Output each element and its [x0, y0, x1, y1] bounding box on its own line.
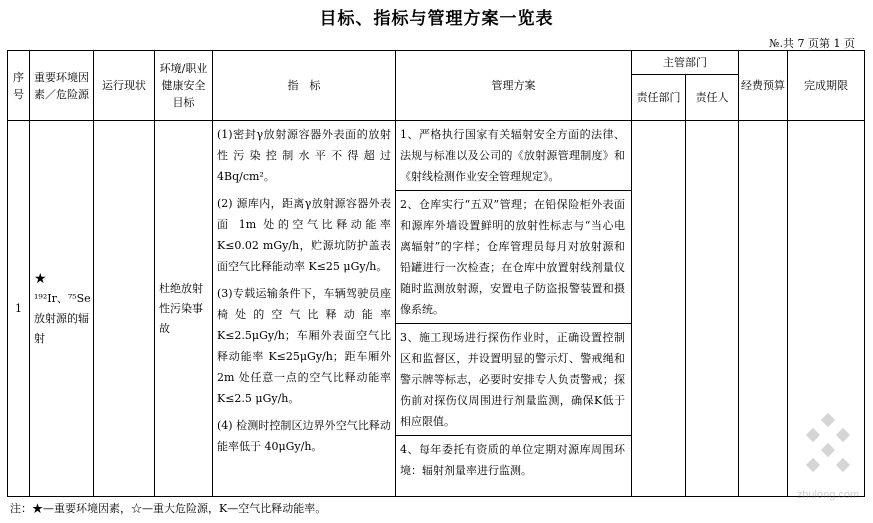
- footnote: 注：★—重要环境因素，☆—重大危险源，K—空气比释动能率。: [10, 502, 327, 515]
- row-factor: [30, 121, 94, 497]
- document-title: 目标、指标与管理方案一览表: [319, 9, 554, 29]
- indicator-item: (3)专载运输条件下，车辆驾驶员座椅处的空气比释动能率 K≤2.5μGy/h；车厢外表面空气比释动能率 K≤25μGy/h；距车厢外 2m 处任意一点的空气比释动能率 K≤2.5 μGy/h。: [217, 287, 391, 405]
- row-resp-dept: [632, 121, 686, 497]
- header-goal: 环境/职业健康安全目标: [155, 51, 213, 121]
- header-deadline: 完成期限: [788, 51, 865, 121]
- watermark-logo: [793, 410, 863, 505]
- header-plan: 管理方案: [396, 51, 632, 121]
- header-dept-group: 主管部门: [632, 51, 739, 75]
- table-row: [8, 121, 865, 497]
- plan-item: 2、仓库实行“五双”管理；在铅保险柜外表面和源库外墙设置鲜明的放射性标志与“当心电离辐射”的字样；仓库管理员每月对放射源和铅罐进行一次检查；在仓库中放置射线剂量仪随时监测放射源，安置电子防盗报警装置和摄像系统。: [396, 191, 631, 324]
- watermark-text: zhulong.com: [796, 489, 860, 501]
- row-indicators: [213, 121, 396, 497]
- indicator-item: (2) 源库内，距离γ放射源容器外表面 1m 处的空气比释动能率K≤0.02 mGy/h，贮源坑防护盖表面空气比释能动率 K≤25 μGy/h。: [217, 197, 391, 273]
- page-number: №.共 7 页第 1 页: [769, 37, 855, 50]
- header-indicator: 指 标: [213, 51, 396, 121]
- plan-item: 3、施工现场进行探伤作业时，正确设置控制区和监督区，并设置明显的警示灯、警戒绳和警示牌等标志，必要时安排专人负责警戒；探伤前对探伤仪周围进行剂量监测，确保K低于相应限值。: [396, 324, 631, 436]
- row-seq: 1: [8, 121, 30, 497]
- indicator-item: (4) 检测时控制区边界外空气比释动能率低于 40μGy/h。: [217, 419, 391, 453]
- plan-item: 1、严格执行国家有关辐射安全方面的法律、法规与标准以及公司的《放射源管理制度》和《射线检测作业安全管理规定》。: [396, 121, 631, 191]
- row-budget: [739, 121, 788, 497]
- plan-item: 4、每年委托有资质的单位定期对源库周围环境：辐射剂量率进行监测。: [400, 443, 625, 477]
- row-factor-text: ¹⁹²Ir、⁷⁵Se放射源的辐射: [34, 291, 91, 345]
- header-factor: 重要环境因素／危险源: [30, 51, 94, 121]
- header-seq: 序号: [8, 51, 30, 121]
- header-resp-person: 责任人: [686, 75, 739, 121]
- star-icon: ★: [34, 270, 47, 287]
- row-status: [94, 121, 155, 497]
- header-status: 运行现状: [94, 51, 155, 121]
- row-goal: 杜绝放射性污染事故: [155, 121, 213, 497]
- header-resp-dept: 责任部门: [632, 75, 686, 121]
- header-budget: 经费预算: [739, 51, 788, 121]
- row-plans: [396, 121, 632, 497]
- row-resp-person: [686, 121, 739, 497]
- indicator-item: (1)密封γ放射源容器外表面的放射性污染控制水平不得超过4Bq/cm²。: [217, 128, 391, 183]
- objectives-table: [7, 50, 865, 497]
